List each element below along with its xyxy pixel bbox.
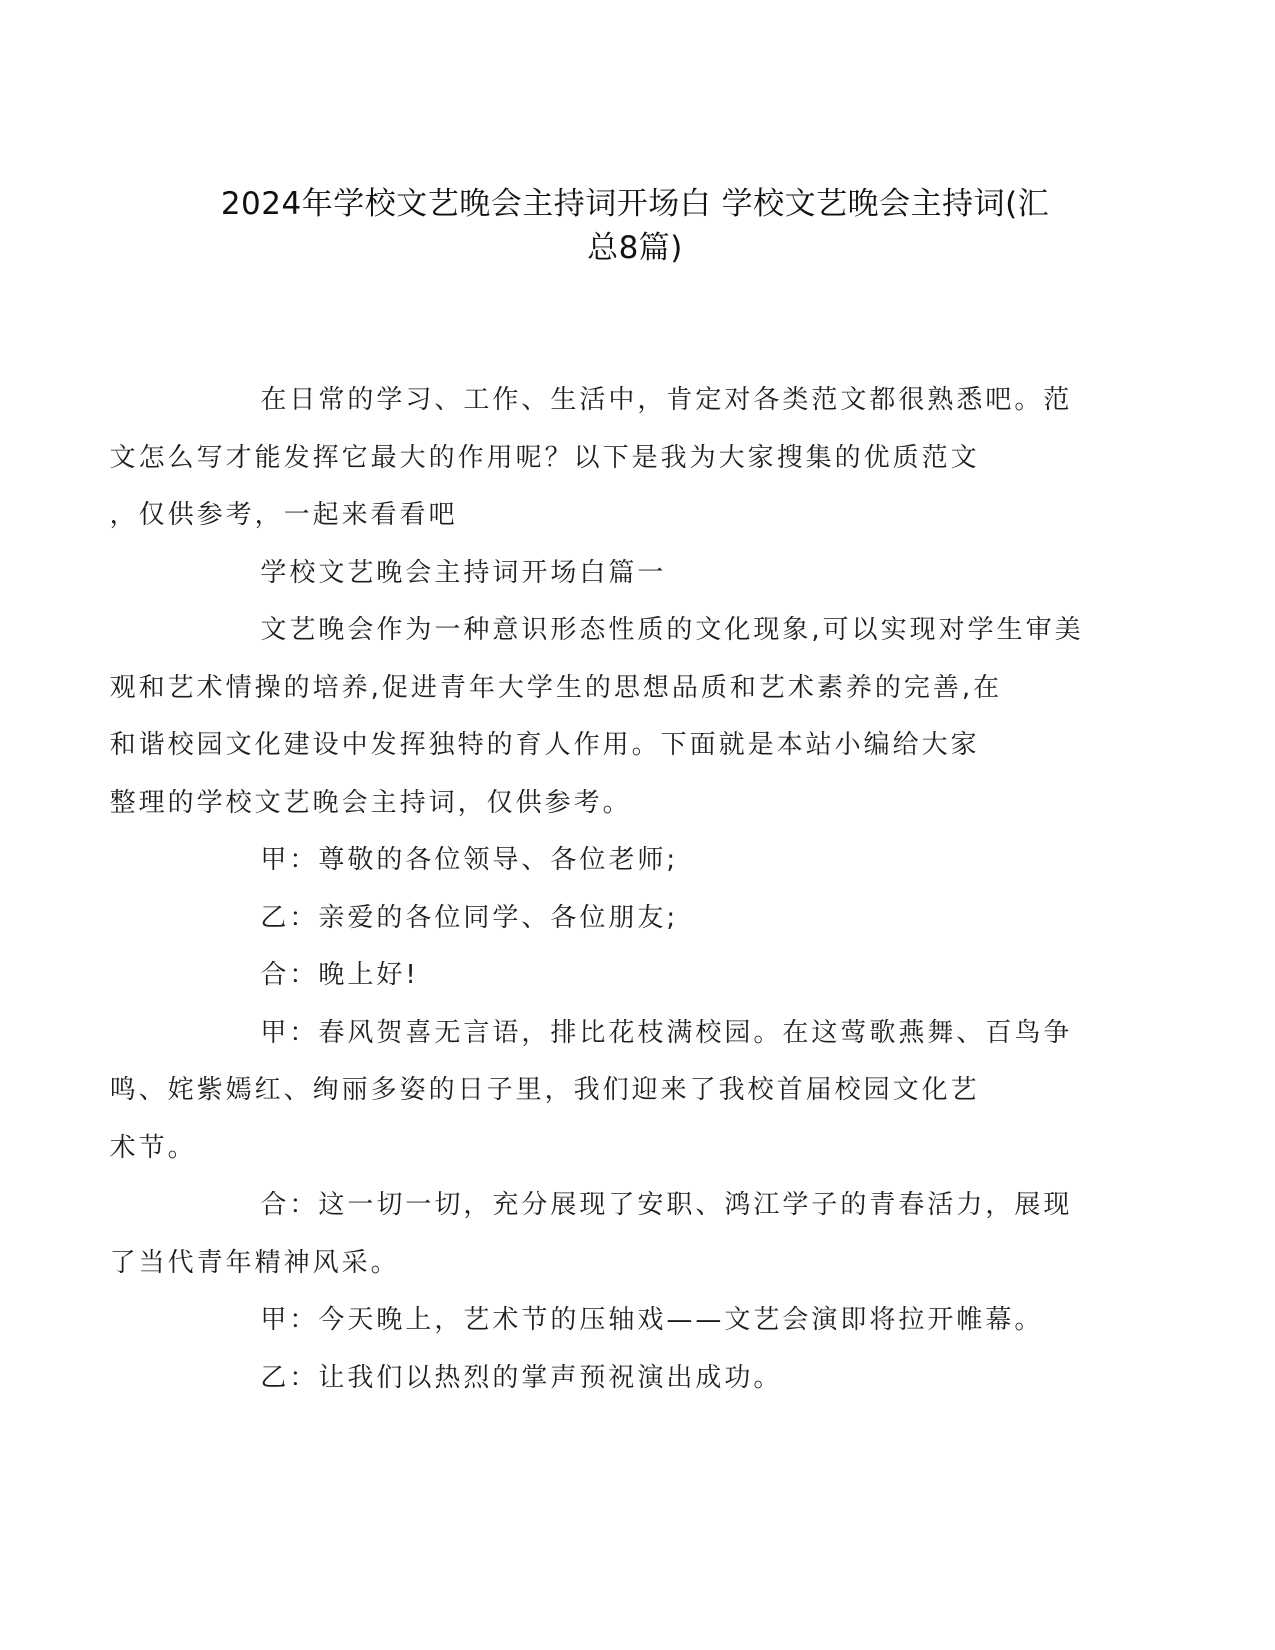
paragraph-line: 文怎么写才能发挥它最大的作用呢？以下是我为大家搜集的优质范文 — [109, 442, 980, 473]
paragraph — [185, 1350, 1085, 1408]
title-line-1: 2024年学校文艺晚会主持词开场白 学校文艺晚会主持词(汇 — [220, 186, 1050, 222]
paragraph-line: 整理的学校文艺晚会主持词，仅供参考。 — [109, 787, 632, 818]
paragraph-line: 文艺晚会作为一种意识形态性质的文化现象,可以实现对学生审美 — [260, 615, 1084, 645]
document-title — [185, 182, 1085, 270]
paragraph — [185, 1292, 1085, 1350]
paragraph — [185, 890, 1085, 948]
paragraph-line: 观和艺术情操的培养,促进青年大学生的思想品质和艺术素养的完善,在 — [109, 672, 1003, 703]
title-line-2: 总8篇) — [587, 230, 683, 266]
section-heading — [185, 545, 1085, 603]
paragraph — [109, 372, 1085, 545]
paragraph — [185, 832, 1085, 890]
paragraph-line: 乙：让我们以热烈的掌声预祝演出成功。 — [260, 1362, 783, 1393]
paragraph — [109, 1005, 1085, 1178]
paragraph — [109, 602, 1085, 832]
paragraph-line: 学校文艺晚会主持词开场白篇一 — [260, 557, 667, 588]
paragraph-line: 甲：春风贺喜无言语，排比花枝满校园。在这莺歌燕舞、百鸟争 — [260, 1017, 1073, 1048]
paragraph — [109, 1177, 1085, 1292]
paragraph-line: 在日常的学习、工作、生活中，肯定对各类范文都很熟悉吧。范 — [260, 385, 1073, 415]
paragraph-line: 和谐校园文化建设中发挥独特的育人作用。下面就是本站小编给大家 — [109, 730, 980, 760]
paragraph-line: 合：晚上好! — [260, 960, 419, 990]
paragraph-line: 甲：尊敬的各位领导、各位老师; — [260, 845, 679, 875]
paragraph-line: 合：这一切一切，充分展现了安职、鸿江学子的青春活力，展现 — [260, 1190, 1073, 1220]
paragraph-line: 甲：今天晚上，艺术节的压轴戏——文艺会演即将拉开帷幕。 — [260, 1305, 1044, 1335]
paragraph-line: 乙：亲爱的各位同学、各位朋友; — [260, 902, 679, 933]
paragraph-line: 了当代青年精神风采。 — [109, 1247, 400, 1278]
paragraph-line: 术节。 — [109, 1132, 197, 1163]
paragraph — [185, 947, 1085, 1005]
paragraph-line: 鸣、姹紫嫣红、绚丽多姿的日子里，我们迎来了我校首届校园文化艺 — [109, 1075, 980, 1105]
paragraph-line: ，仅供参考，一起来看看吧 — [109, 500, 458, 530]
document-body — [109, 372, 1085, 1407]
